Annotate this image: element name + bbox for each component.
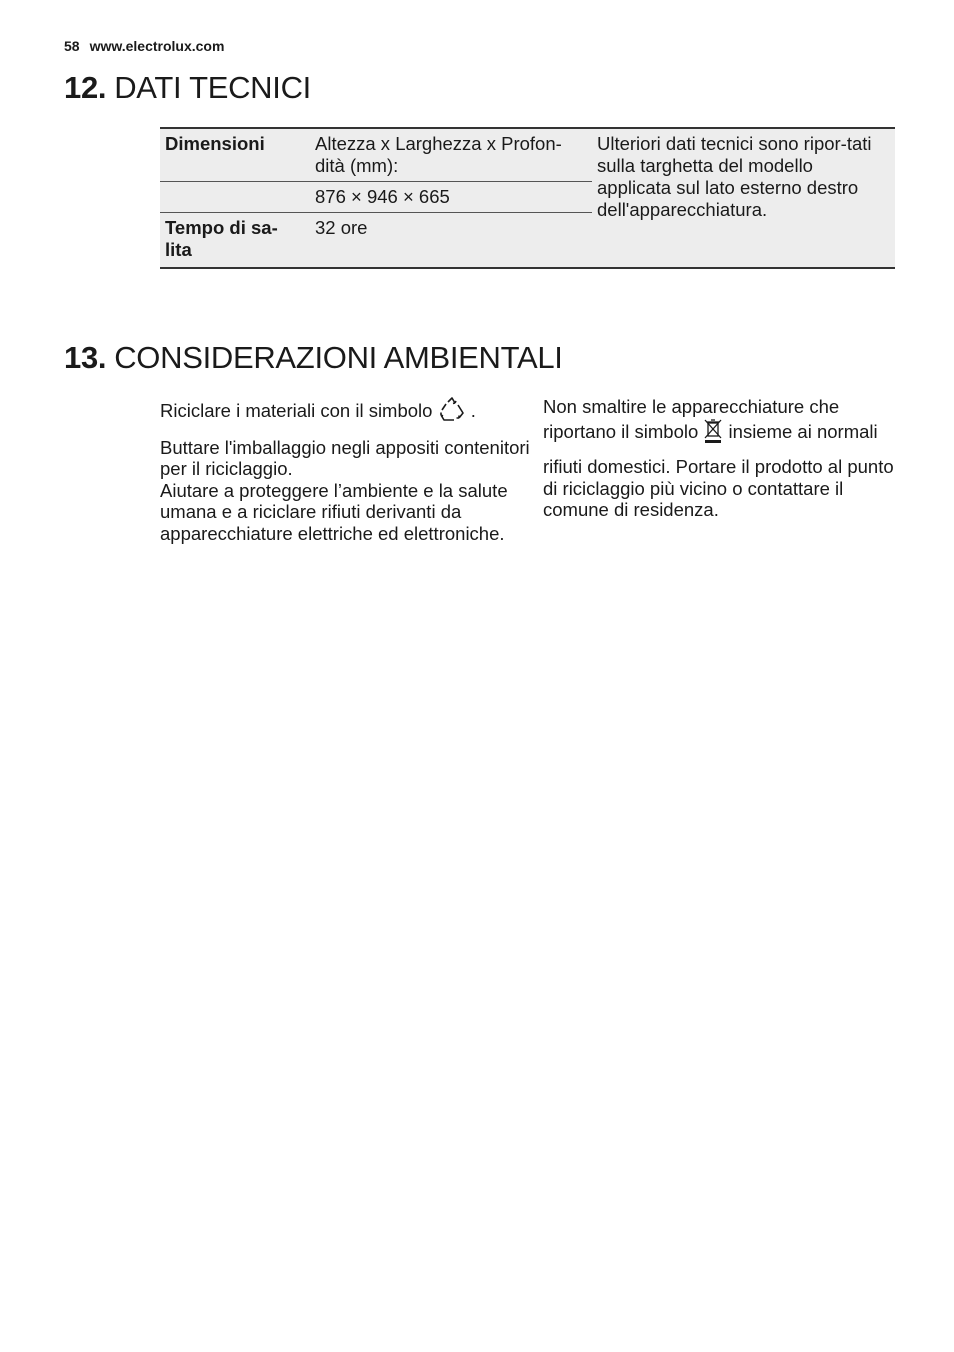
recycle-period: . bbox=[470, 400, 476, 422]
section-number: 12. bbox=[64, 70, 107, 105]
weee-text-end: insieme ai normali bbox=[728, 420, 878, 442]
table-label-tempo-di-salita: Tempo di sa-lita bbox=[165, 217, 278, 260]
protect-paragraph: Aiutare a proteggere l’ambiente e la salute umana e a riciclare rifiuti derivanti da apparecchiature elettriche ed elettroniche. bbox=[160, 479, 508, 544]
technical-data-table bbox=[160, 127, 895, 269]
crossed-bin-icon bbox=[703, 418, 723, 449]
page-header bbox=[64, 38, 224, 54]
section-title-considerazioni-ambientali bbox=[64, 340, 563, 376]
weee-text: Non smaltire le apparecchiature che riportano il simbolo bbox=[543, 396, 840, 442]
environment-left-column bbox=[160, 396, 530, 544]
weee-paragraph bbox=[543, 396, 903, 448]
disposal-paragraph: rifiuti domestici. Portare il prodotto al punto di riciclaggio più vicino o contattare il comune di residenza. bbox=[543, 456, 894, 520]
table-value-tempo: 32 ore bbox=[315, 217, 368, 238]
section-number: 13. bbox=[64, 340, 107, 375]
table-label-empty bbox=[160, 182, 310, 213]
packaging-paragraph: Buttare l'imballaggio negli appositi contenitori per il riciclaggio. bbox=[160, 436, 530, 479]
recycle-icon bbox=[438, 396, 466, 429]
environment-right-column bbox=[543, 396, 903, 521]
table-row bbox=[160, 128, 895, 182]
section-title-dati-tecnici bbox=[64, 70, 311, 106]
section-heading: CONSIDERAZIONI AMBIENTALI bbox=[114, 340, 563, 375]
recycle-paragraph bbox=[160, 396, 530, 429]
table-value-dimension-desc: Altezza x Larghezza x Profon-dità (mm): bbox=[310, 128, 592, 182]
recycle-text: Riciclare i materiali con il simbolo bbox=[160, 400, 433, 422]
table-value-dimensions: 876 × 946 × 665 bbox=[310, 182, 592, 213]
table-note: Ulteriori dati tecnici sono ripor-tati sulla targhetta del modello applicata sul lato esterno destro dell'apparecchiatura. bbox=[597, 133, 872, 220]
website-url: www.electrolux.com bbox=[89, 38, 225, 54]
section-heading: DATI TECNICI bbox=[114, 70, 311, 105]
page-number: 58 bbox=[64, 38, 80, 54]
table-label-dimensioni: Dimensioni bbox=[160, 128, 310, 182]
